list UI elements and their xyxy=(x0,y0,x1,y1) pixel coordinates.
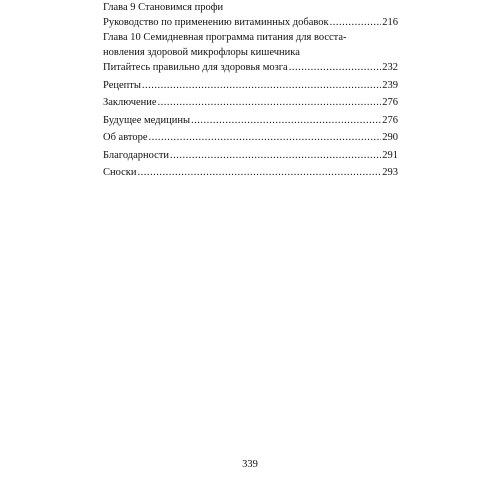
toc-entry-chapter-9[interactable] xyxy=(103,0,398,30)
toc-entry-label: Заключение xyxy=(103,97,157,108)
toc-page-number: 276 xyxy=(382,114,398,126)
page-number: 339 xyxy=(242,459,258,470)
toc-entry-leader-line xyxy=(103,148,398,163)
toc-entry-subtitle: Питайтесь правильно для здоровья мозга xyxy=(103,62,288,73)
dot-leader xyxy=(170,148,381,163)
toc-entry-label: Будущее медицины xyxy=(103,114,191,126)
table-of-contents xyxy=(103,0,398,180)
toc-entry-leader-line xyxy=(103,15,398,30)
toc-page-number: 291 xyxy=(382,149,398,161)
dot-leader xyxy=(149,130,382,145)
toc-page-number: 216 xyxy=(382,17,398,28)
dot-leader xyxy=(138,165,382,180)
toc-page-number: 232 xyxy=(382,62,398,73)
dot-leader xyxy=(191,113,381,128)
toc-entry-leader-line xyxy=(103,60,398,75)
toc-entry-footnotes[interactable] xyxy=(103,165,398,180)
toc-entry-about-author[interactable] xyxy=(103,130,398,145)
toc-page-number: 293 xyxy=(382,167,398,178)
toc-entry-label: Сноски xyxy=(103,167,137,178)
toc-entry-label: Рецепты xyxy=(103,79,141,91)
toc-page-number: 239 xyxy=(382,79,398,91)
dot-leader xyxy=(158,95,382,110)
toc-page-number: 276 xyxy=(382,97,398,108)
toc-entry-label: Благодарности xyxy=(103,149,170,161)
toc-entry-acknowledgements[interactable] xyxy=(103,148,398,163)
dot-leader xyxy=(289,60,382,75)
toc-entry-future-of-medicine[interactable] xyxy=(103,113,398,128)
toc-entry-leader-line xyxy=(103,130,398,145)
toc-entry-leader-line xyxy=(103,165,398,180)
toc-entry-subtitle: Руководство по применению витаминных добавок xyxy=(103,17,329,28)
dot-leader xyxy=(330,15,382,30)
toc-entry-title: Глава 10 Семидневная программа питания для восста- xyxy=(103,32,347,43)
toc-entry-title-continuation: новления здоровой микрофлоры кишечника xyxy=(103,47,300,58)
toc-entry-conclusion[interactable] xyxy=(103,95,398,110)
toc-entry-recipes[interactable] xyxy=(103,78,398,93)
toc-entry-leader-line xyxy=(103,95,398,110)
toc-page-number: 290 xyxy=(382,132,398,143)
toc-entry-chapter-10[interactable] xyxy=(103,30,398,75)
toc-entry-leader-line xyxy=(103,78,398,93)
toc-entry-title: Глава 9 Становимся профи xyxy=(103,2,224,13)
toc-entry-leader-line xyxy=(103,113,398,128)
toc-entry-label: Об авторе xyxy=(103,132,148,143)
dot-leader xyxy=(142,78,381,93)
